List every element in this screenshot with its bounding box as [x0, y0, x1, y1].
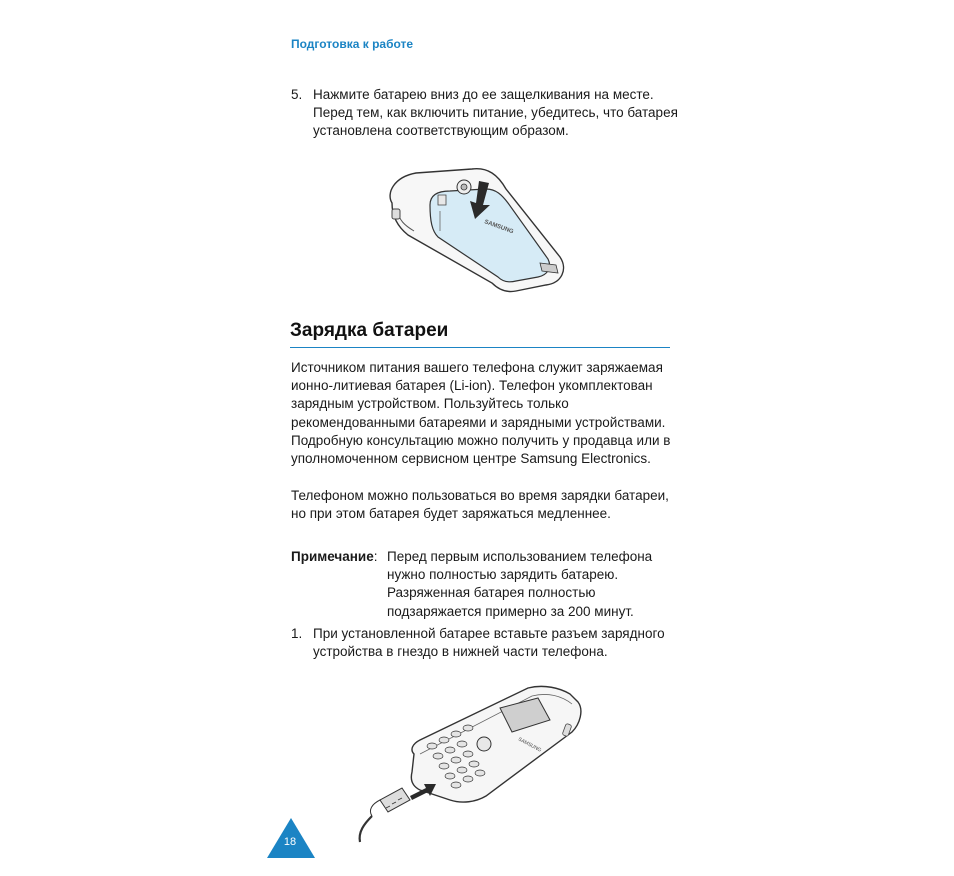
- charger-plug-icon: [370, 788, 410, 816]
- battery-brand: SAMSUNG: [483, 219, 515, 236]
- step-text: При установленной батарее вставьте разъем зарядного устройства в гнездо в нижней части телефона.: [313, 626, 665, 660]
- step-text: Нажмите батарею вниз до ее защелкивания на месте. Перед тем, как включить питание, убедитесь, что батарея установлена соответствующим образом.: [313, 87, 678, 139]
- charger-illustration: [350, 684, 585, 844]
- note: [291, 548, 681, 619]
- section-title: Зарядка батареи: [290, 320, 670, 348]
- step-number: 1.: [291, 626, 303, 641]
- note-label: Примечание: [291, 549, 374, 564]
- side-button-icon: [392, 209, 400, 219]
- step-1: [291, 625, 681, 661]
- note-colon: :: [373, 549, 378, 564]
- step-number: 5.: [291, 87, 303, 102]
- battery-insertion-illustration: [380, 165, 570, 300]
- battery-shape: [430, 189, 550, 282]
- phone-brand: SAMSUNG: [517, 736, 543, 754]
- page-number: 18: [283, 836, 297, 848]
- nav-key-icon: [477, 737, 491, 751]
- running-header: Подготовка к работе: [291, 37, 414, 51]
- charger-cable: [360, 816, 372, 842]
- note-text: Перед первым использованием телефона нужно полностью зарядить батарею. Разряженная батарея полностью подзаряжается примерно за 200 минут.: [387, 549, 653, 619]
- step-5: [291, 86, 681, 141]
- paragraph-intro: Источником питания вашего телефона служит заряжаемая ионно-литиевая батарея (Li-ion). Телефон укомплектован зарядным устройством. Пользуйтесь только рекомендованными батареями и зарядными устройствами. Подробную консультацию можно получить у продавца или в уполномоченном сервисном центре Samsung Electronics.: [291, 360, 671, 467]
- paragraph-usage: Телефоном можно пользоваться во время зарядки батареи, но при этом батарея будет заряжаться медленнее.: [291, 488, 669, 522]
